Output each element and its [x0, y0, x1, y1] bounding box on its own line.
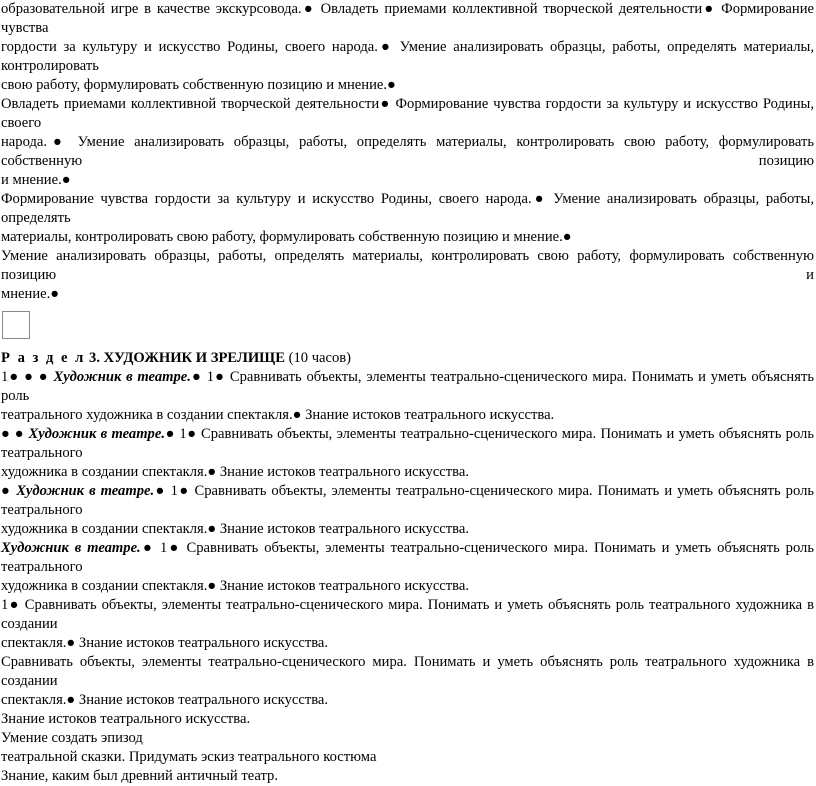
- text-line: [1, 482, 814, 520]
- text-line: [1, 368, 814, 406]
- text-line: гордости за культуру и искусство Родины, своего народа.● Умение анализировать образцы, работы, определять материалы, контролировать: [1, 39, 814, 74]
- text-line: Овладеть приемами коллективной творческой деятельности● Формирование чувства гордости за культуру и искусство Родины, своего: [1, 96, 814, 131]
- section-title: 3. ХУДОЖНИК И ЗРЕЛИЩЕ: [85, 350, 285, 366]
- section-hours: (10 часов): [284, 350, 352, 366]
- text-line: спектакля.● Знание истоков театрального искусства.: [1, 692, 329, 708]
- empty-image-placeholder: [2, 311, 30, 339]
- text-line: образовательной игре в качестве экскурсовода.● Овладеть приемами коллективной творческой деятельности● Формирование чувства: [1, 1, 814, 36]
- row-rest: ● 1● Сравнивать объекты, элементы театрально-сценического мира. Понимать и уметь объяснять роль театрального: [1, 540, 814, 575]
- text-line: Знание истоков театрального искусства.: [1, 711, 251, 727]
- text-line: Знание, каким был древний античный театр.: [1, 768, 278, 784]
- single-line: [1, 767, 814, 786]
- row-prefix: ● ●: [1, 426, 29, 442]
- text-line: материалы, контролировать свою работу, формулировать собственную позицию и мнение.●: [1, 229, 572, 245]
- text-line: художника в создании спектакля.● Знание истоков театрального искусства.: [1, 464, 469, 480]
- text-line: Формирование чувства гордости за культуру и искусство Родины, своего народа.● Умение анализировать образцы, работы, определять: [1, 191, 814, 226]
- single-line: [1, 729, 814, 748]
- text-line: [1, 425, 814, 463]
- text-line: спектакля.● Знание истоков театрального искусства.: [1, 635, 329, 651]
- row-prefix: ●: [1, 483, 17, 499]
- text-line: Сравнивать объекты, элементы театрально-сценического мира. Понимать и уметь объяснять роль театрального художника в создании: [1, 654, 814, 689]
- lesson-row: [1, 539, 814, 596]
- lesson-title: Художник в театре.: [16, 483, 155, 499]
- row-rest: ● 1● Сравнивать объекты, элементы театрально-сценического мира. Понимать и уметь объяснять роль театрального: [1, 426, 814, 461]
- section-prefix: Р а з д е л: [1, 350, 86, 366]
- text-line: Умение анализировать образцы, работы, определять материалы, контролировать свою работу, формулировать собственную позицию и: [1, 248, 814, 283]
- single-line: [1, 710, 814, 729]
- paragraph-3: [1, 190, 814, 247]
- row-rest: ● 1● Сравнивать объекты, элементы театрально-сценического мира. Понимать и уметь объяснять роль: [1, 369, 814, 404]
- lesson-row: [1, 425, 814, 482]
- lesson-title: Художник в театре.: [1, 540, 141, 556]
- text-line: народа.● Умение анализировать образцы, работы, определять материалы, контролировать свою работу, формулировать собственную позицию: [1, 134, 814, 169]
- document-page: [1, 0, 814, 786]
- lesson-title: Художник в театре.: [53, 369, 191, 385]
- section-heading: [1, 349, 814, 368]
- paragraph-2: [1, 95, 814, 190]
- text-line: и мнение.●: [1, 172, 71, 188]
- text-line: театрального художника в создании спектакля.● Знание истоков театрального искусства.: [1, 407, 555, 423]
- single-line: [1, 748, 814, 767]
- lesson-title: Художник в театре.: [28, 426, 165, 442]
- paragraph-plain: [1, 653, 814, 710]
- text-line: театральной сказки. Придумать эскиз театрального костюма: [1, 749, 377, 765]
- text-line: свою работу, формулировать собственную позицию и мнение.●: [1, 77, 396, 93]
- text-line: 1● Сравнивать объекты, элементы театрально-сценического мира. Понимать и уметь объяснять роль театрального художника в создании: [1, 597, 814, 632]
- row-rest: ● 1● Сравнивать объекты, элементы театрально-сценического мира. Понимать и уметь объяснять роль театрального: [1, 483, 815, 518]
- paragraph-1: [1, 0, 814, 95]
- text-line: художника в создании спектакля.● Знание истоков театрального искусства.: [1, 578, 469, 594]
- text-line: мнение.●: [1, 286, 60, 302]
- text-line: [1, 539, 814, 577]
- row-prefix: 1● ● ●: [1, 369, 54, 385]
- lesson-row: [1, 482, 814, 539]
- paragraph-4: [1, 247, 814, 304]
- text-line: Умение создать эпизод: [1, 730, 143, 746]
- paragraph-plain: [1, 596, 814, 653]
- lesson-row: [1, 368, 814, 425]
- text-line: художника в создании спектакля.● Знание истоков театрального искусства.: [1, 521, 469, 537]
